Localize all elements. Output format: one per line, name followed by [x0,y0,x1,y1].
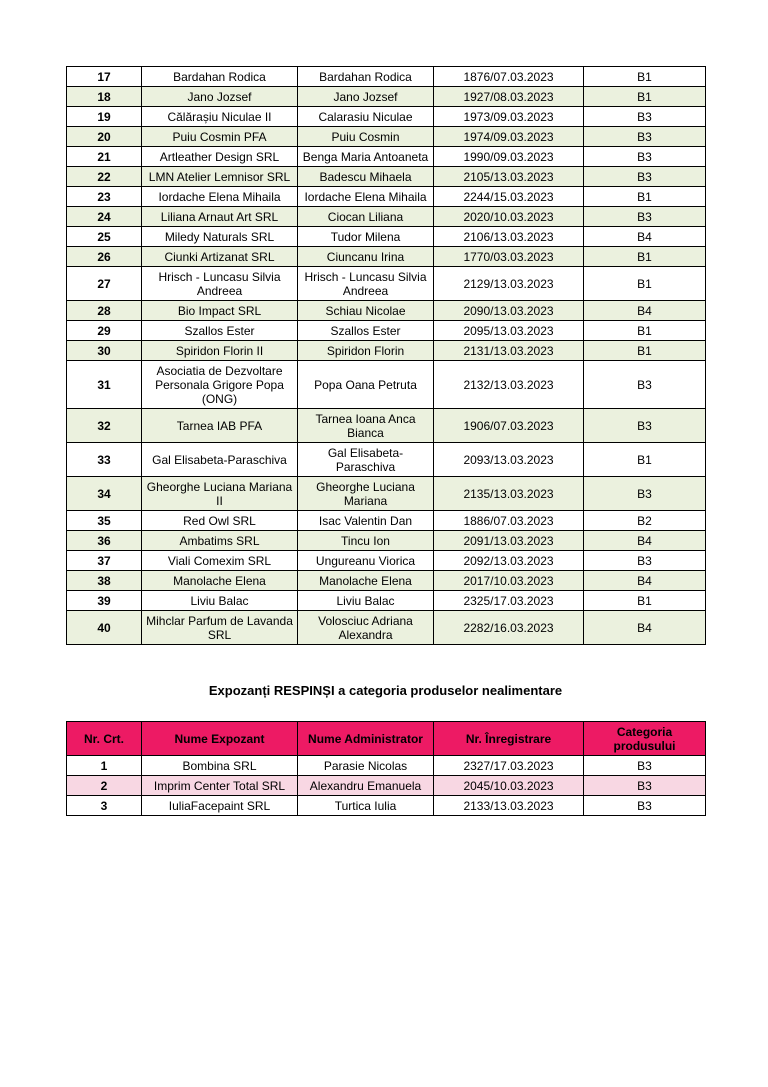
table-row [67,87,706,107]
cell-nume-expozant: Asociatia de Dezvoltare Personala Grigore Popa (ONG) [142,361,298,409]
approved-exhibitors-table [66,66,706,645]
table-row [67,443,706,477]
cell-nume-administrator: Volosciuc Adriana Alexandra [298,611,434,645]
cell-nume-administrator: Szallos Ester [298,321,434,341]
cell-nr: 1 [67,756,142,776]
cell-categoria: B4 [584,611,706,645]
cell-nume-expozant: Viali Comexim SRL [142,551,298,571]
cell-nr-inregistrare: 2282/16.03.2023 [434,611,584,645]
cell-nr-inregistrare: 2327/17.03.2023 [434,756,584,776]
cell-nume-expozant: Spiridon Florin II [142,341,298,361]
cell-nr-inregistrare: 2091/13.03.2023 [434,531,584,551]
cell-nume-expozant: Manolache Elena [142,571,298,591]
table-row [67,477,706,511]
cell-nr-inregistrare: 2135/13.03.2023 [434,477,584,511]
cell-nume-expozant: Gheorghe Luciana Mariana II [142,477,298,511]
cell-nr: 28 [67,301,142,321]
cell-nume-administrator: Turtica Iulia [298,796,434,816]
approved-table-body [67,67,706,645]
cell-nr: 2 [67,776,142,796]
cell-nr: 30 [67,341,142,361]
cell-nume-administrator: Badescu Mihaela [298,167,434,187]
cell-nume-expozant: Imprim Center Total SRL [142,776,298,796]
cell-categoria: B3 [584,167,706,187]
cell-nr: 29 [67,321,142,341]
cell-nume-expozant: Artleather Design SRL [142,147,298,167]
cell-nume-administrator: Tincu Ion [298,531,434,551]
rejected-section-title: Expozanți RESPINȘI a categoria produselor nealimentare [208,683,563,698]
cell-nr-inregistrare: 2105/13.03.2023 [434,167,584,187]
cell-nr: 19 [67,107,142,127]
cell-nr: 20 [67,127,142,147]
cell-nr: 25 [67,227,142,247]
cell-nr: 21 [67,147,142,167]
cell-nume-expozant: Tarnea IAB PFA [142,409,298,443]
cell-nr: 22 [67,167,142,187]
cell-nr-inregistrare: 1770/03.03.2023 [434,247,584,267]
cell-nr: 32 [67,409,142,443]
cell-nr-inregistrare: 2017/10.03.2023 [434,571,584,591]
table-row [67,147,706,167]
cell-nume-expozant: Bio Impact SRL [142,301,298,321]
cell-nr-inregistrare: 2093/13.03.2023 [434,443,584,477]
cell-nr: 26 [67,247,142,267]
cell-categoria: B3 [584,107,706,127]
cell-categoria: B4 [584,571,706,591]
rejected-column-header: Nume Expozant [142,722,298,756]
cell-categoria: B3 [584,409,706,443]
table-row [67,409,706,443]
cell-categoria: B1 [584,341,706,361]
cell-categoria: B1 [584,591,706,611]
cell-nr-inregistrare: 2092/13.03.2023 [434,551,584,571]
cell-nume-administrator: Ciocan Liliana [298,207,434,227]
cell-nume-expozant: Miledy Naturals SRL [142,227,298,247]
table-row [67,531,706,551]
table-row [67,67,706,87]
rejected-column-header: Categoria produsului [584,722,706,756]
cell-categoria: B3 [584,207,706,227]
cell-nr-inregistrare: 2020/10.03.2023 [434,207,584,227]
cell-nr: 27 [67,267,142,301]
cell-nr: 37 [67,551,142,571]
cell-categoria: B1 [584,321,706,341]
cell-nr: 39 [67,591,142,611]
rejected-header-row [67,722,706,756]
table-row [67,267,706,301]
cell-nume-administrator: Gheorghe Luciana Mariana [298,477,434,511]
cell-nume-administrator: Tarnea Ioana Anca Bianca [298,409,434,443]
cell-nume-expozant: Liviu Balac [142,591,298,611]
cell-nume-administrator: Spiridon Florin [298,341,434,361]
cell-nr: 33 [67,443,142,477]
table-row [67,107,706,127]
table-row [67,301,706,321]
cell-categoria: B1 [584,267,706,301]
cell-nr-inregistrare: 1973/09.03.2023 [434,107,584,127]
cell-nr-inregistrare: 1990/09.03.2023 [434,147,584,167]
cell-categoria: B4 [584,301,706,321]
cell-nr: 18 [67,87,142,107]
cell-categoria: B3 [584,477,706,511]
table-row [67,341,706,361]
cell-nr: 23 [67,187,142,207]
cell-nr-inregistrare: 2106/13.03.2023 [434,227,584,247]
cell-nr-inregistrare: 1876/07.03.2023 [434,67,584,87]
cell-nume-administrator: Gal Elisabeta-Paraschiva [298,443,434,477]
cell-nume-expozant: IuliaFacepaint SRL [142,796,298,816]
cell-nume-administrator: Liviu Balac [298,591,434,611]
table-row [67,247,706,267]
cell-nume-administrator: Schiau Nicolae [298,301,434,321]
cell-nume-administrator: Bardahan Rodica [298,67,434,87]
cell-categoria: B3 [584,551,706,571]
cell-nume-expozant: LMN Atelier Lemnisor SRL [142,167,298,187]
table-row [67,591,706,611]
cell-nume-expozant: Liliana Arnaut Art SRL [142,207,298,227]
cell-nr-inregistrare: 1927/08.03.2023 [434,87,584,107]
table-row [67,756,706,776]
cell-nume-expozant: Red Owl SRL [142,511,298,531]
rejected-column-header: Nr. Înregistrare [434,722,584,756]
cell-nr: 3 [67,796,142,816]
table-row [67,511,706,531]
cell-nume-administrator: Jano Jozsef [298,87,434,107]
cell-nume-administrator: Ciuncanu Irina [298,247,434,267]
rejected-column-header: Nume Administrator [298,722,434,756]
cell-nr-inregistrare: 2133/13.03.2023 [434,796,584,816]
cell-nr-inregistrare: 1886/07.03.2023 [434,511,584,531]
table-row [67,207,706,227]
cell-nr-inregistrare: 2045/10.03.2023 [434,776,584,796]
rejected-table-body [67,756,706,816]
cell-categoria: B4 [584,531,706,551]
rejected-table-header [67,722,706,756]
cell-nume-expozant: Puiu Cosmin PFA [142,127,298,147]
cell-nr: 40 [67,611,142,645]
cell-nume-administrator: Benga Maria Antoaneta [298,147,434,167]
table-row [67,776,706,796]
cell-categoria: B4 [584,227,706,247]
cell-nume-administrator: Popa Oana Petruta [298,361,434,409]
cell-nume-expozant: Ciunki Artizanat SRL [142,247,298,267]
cell-nr: 17 [67,67,142,87]
cell-nr: 38 [67,571,142,591]
cell-categoria: B1 [584,247,706,267]
cell-nume-expozant: Iordache Elena Mihaila [142,187,298,207]
cell-nume-administrator: Calarasiu Niculae [298,107,434,127]
cell-categoria: B3 [584,147,706,167]
cell-nume-administrator: Isac Valentin Dan [298,511,434,531]
cell-nr-inregistrare: 1974/09.03.2023 [434,127,584,147]
document-content [66,66,705,816]
cell-nr-inregistrare: 2129/13.03.2023 [434,267,584,301]
cell-nr-inregistrare: 2090/13.03.2023 [434,301,584,321]
rejected-column-header: Nr. Crt. [67,722,142,756]
cell-categoria: B3 [584,796,706,816]
cell-categoria: B3 [584,756,706,776]
cell-nr-inregistrare: 2095/13.03.2023 [434,321,584,341]
cell-categoria: B3 [584,127,706,147]
cell-nume-expozant: Mihclar Parfum de Lavanda SRL [142,611,298,645]
cell-nume-administrator: Alexandru Emanuela [298,776,434,796]
table-row [67,167,706,187]
cell-categoria: B2 [584,511,706,531]
cell-nr: 24 [67,207,142,227]
table-row [67,361,706,409]
cell-nr-inregistrare: 2132/13.03.2023 [434,361,584,409]
cell-categoria: B3 [584,776,706,796]
cell-nume-administrator: Hrisch - Luncasu Silvia Andreea [298,267,434,301]
table-row [67,796,706,816]
cell-nr-inregistrare: 2131/13.03.2023 [434,341,584,361]
cell-nr: 36 [67,531,142,551]
cell-nr: 34 [67,477,142,511]
cell-nume-administrator: Iordache Elena Mihaila [298,187,434,207]
cell-nume-expozant: Jano Jozsef [142,87,298,107]
cell-nr-inregistrare: 2244/15.03.2023 [434,187,584,207]
cell-nume-expozant: Bombina SRL [142,756,298,776]
table-row [67,611,706,645]
rejected-exhibitors-table [66,721,706,816]
cell-nume-expozant: Szallos Ester [142,321,298,341]
table-row [67,127,706,147]
cell-categoria: B3 [584,361,706,409]
table-row [67,187,706,207]
cell-nr-inregistrare: 1906/07.03.2023 [434,409,584,443]
cell-nume-administrator: Ungureanu Viorica [298,551,434,571]
cell-nume-expozant: Gal Elisabeta-Paraschiva [142,443,298,477]
cell-nr: 35 [67,511,142,531]
cell-nume-expozant: Ambatims SRL [142,531,298,551]
cell-nume-expozant: Hrisch - Luncasu Silvia Andreea [142,267,298,301]
cell-categoria: B1 [584,87,706,107]
table-row [67,227,706,247]
table-row [67,551,706,571]
cell-nume-expozant: Călărașiu Niculae II [142,107,298,127]
cell-categoria: B1 [584,187,706,207]
table-row [67,571,706,591]
cell-categoria: B1 [584,67,706,87]
cell-nr: 31 [67,361,142,409]
cell-nume-administrator: Manolache Elena [298,571,434,591]
table-row [67,321,706,341]
cell-nume-administrator: Tudor Milena [298,227,434,247]
cell-nume-administrator: Puiu Cosmin [298,127,434,147]
cell-nume-expozant: Bardahan Rodica [142,67,298,87]
cell-categoria: B1 [584,443,706,477]
cell-nume-administrator: Parasie Nicolas [298,756,434,776]
cell-nr-inregistrare: 2325/17.03.2023 [434,591,584,611]
